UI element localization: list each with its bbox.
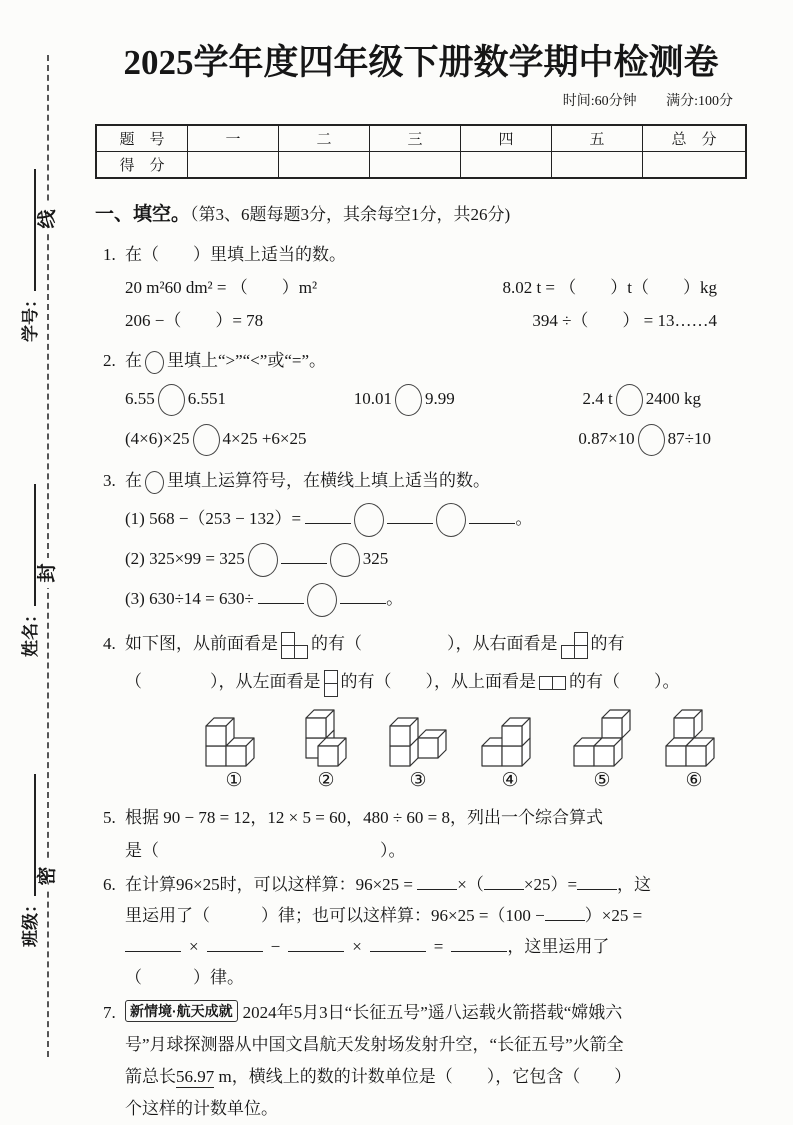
q2-stem-pre: 在 <box>125 351 142 370</box>
section-1-title: 一、填空。 <box>95 204 191 225</box>
q6-line-3 <box>125 931 747 962</box>
blank-line <box>469 508 515 524</box>
score-cell-1: 一 <box>188 125 279 152</box>
section-1-note: （第3、6题每题3分，其余每空1分，共26分) <box>190 205 511 224</box>
question-1 <box>95 238 747 337</box>
q6-l2-text-a: 里运用了（ ）律；也可以这样算：96×25 =（100 − <box>125 906 545 925</box>
q3-stem-pre: 在 <box>125 471 142 490</box>
q6-l2-text-b: ）×25 = <box>584 906 643 925</box>
operator-circle <box>330 543 360 577</box>
seal-char-mi: 密 <box>33 861 63 891</box>
shape-cell <box>281 645 295 659</box>
seal-char-feng: 封 <box>33 558 63 588</box>
q3-item-3-end: 。 <box>386 589 404 608</box>
score-empty-2 <box>279 152 370 179</box>
q6-l1-text-b: ×（ <box>457 875 484 894</box>
question-3-number: 3. <box>103 471 116 490</box>
shape-cell <box>574 645 588 659</box>
q2-row-2 <box>125 419 747 459</box>
shape-cell <box>552 676 566 690</box>
question-6 <box>95 869 747 993</box>
compare-circle <box>158 384 185 416</box>
cube-figure <box>571 707 633 793</box>
compare-circle <box>638 424 665 456</box>
q1-row-2 <box>125 304 747 337</box>
blank-line <box>387 508 433 524</box>
cube-figure-label: ③ <box>409 770 427 791</box>
student-name-label: 姓名： <box>21 606 41 657</box>
q1-item-subtract: 206 −（ ）= 78 <box>125 311 264 330</box>
score-empty-3 <box>370 152 461 179</box>
cube-drawing <box>203 707 265 769</box>
exam-meta <box>95 90 747 110</box>
q1-item-ton: 8.02 t = （ ）t（ ）kg <box>502 278 717 297</box>
q5-line-2: 是（ ）。 <box>125 841 406 860</box>
shape-empty-cell <box>561 632 575 646</box>
shape-cell <box>561 645 575 659</box>
student-number-label: 学号： <box>21 291 41 342</box>
student-name-field <box>18 457 42 657</box>
score-cell-3: 三 <box>370 125 461 152</box>
question-6-number: 6. <box>103 875 116 894</box>
section-1-heading <box>95 201 747 228</box>
question-2-number: 2. <box>103 351 116 370</box>
score-empty-1 <box>188 152 279 179</box>
exam-full-score: 满分:100分 <box>666 94 733 109</box>
q2-pair-3 <box>583 379 701 419</box>
q4-l1-text-a: 如下图，从前面看是 <box>125 634 278 653</box>
student-number-blank <box>18 169 36 291</box>
compare-circle <box>193 424 220 456</box>
operator-circle <box>248 543 278 577</box>
shape-empty-cell <box>294 632 308 646</box>
cube-drawing <box>479 707 541 769</box>
context-badge: 新情境·航天成就 <box>125 1000 238 1022</box>
q6-line-4: （ ）律。 <box>125 968 244 987</box>
q6-op-multiply: × <box>189 937 199 956</box>
shape-cell <box>574 632 588 646</box>
question-4 <box>95 625 747 793</box>
cube-figure-label: ⑤ <box>593 770 611 791</box>
q2-pair-5-left: 0.87×10 <box>578 429 635 448</box>
q2-pair-4 <box>125 419 307 459</box>
blank-line <box>484 874 524 890</box>
shape-cell <box>539 676 553 690</box>
cube-figure-label: ⑥ <box>685 770 703 791</box>
q3-stem <box>125 463 747 499</box>
q2-pair-3-left: 2.4 t <box>582 389 613 408</box>
blank-line <box>451 936 507 952</box>
blank-line <box>370 936 426 952</box>
score-empty-4 <box>461 152 552 179</box>
seal-char-xian: 线 <box>33 204 63 234</box>
cube-drawing <box>571 707 633 769</box>
compare-circle <box>395 384 422 416</box>
q6-l1-text-d: ，这 <box>617 875 652 894</box>
q1-item-divide: 394 ÷（ ） = 13……4 <box>532 311 717 330</box>
q3-item-1-end: 。 <box>515 509 533 528</box>
score-cell-tihao: 题 号 <box>96 125 188 152</box>
q3-item-2 <box>125 539 747 579</box>
cube-figure-label: ④ <box>501 770 519 791</box>
shape-cell <box>294 645 308 659</box>
cube-drawing <box>387 707 449 769</box>
q2-stem-post: 里填上“>”“<”或“=”。 <box>167 351 327 370</box>
q6-line-1 <box>125 869 747 900</box>
q2-pair-4-left: (4×6)×25 <box>125 429 190 448</box>
q4-l2-text-b: 的有（ ），从上面看是 <box>340 672 536 691</box>
q2-pair-2-right: 9.99 <box>425 389 455 408</box>
q6-l3-end: ，这里运用了 <box>507 937 610 956</box>
q7-line-3 <box>125 1061 747 1093</box>
q6-op-minus: − <box>270 937 281 956</box>
question-5-number: 5. <box>103 808 116 827</box>
q2-stem <box>125 343 747 379</box>
q2-pair-5 <box>578 419 711 459</box>
class-label: 班级： <box>21 896 41 947</box>
q4-line-2 <box>125 663 747 701</box>
q2-pair-1 <box>125 379 226 419</box>
cube-figure-label: ② <box>317 770 335 791</box>
cube-figures-row <box>125 707 747 793</box>
question-2 <box>95 343 747 459</box>
student-number-field <box>18 142 42 342</box>
q1-stem: 在（ ）里填上适当的数。 <box>125 245 346 264</box>
q2-pair-2-left: 10.01 <box>353 389 392 408</box>
q1-row-1 <box>125 271 747 304</box>
class-field <box>18 747 42 947</box>
q3-item-2-end: 325 <box>362 549 389 568</box>
q2-pair-1-right: 6.551 <box>187 389 226 408</box>
score-cell-total: 总 分 <box>643 125 747 152</box>
cube-drawing <box>663 707 725 769</box>
q4-l2-text-a: （ ），从左面看是 <box>125 672 321 691</box>
cube-figure <box>387 707 449 793</box>
q3-item-3-expr: (3) 630÷14 = 630÷ <box>125 589 254 608</box>
q2-pair-1-left: 6.55 <box>125 389 155 408</box>
q4-l2-text-c: 的有（ ）。 <box>569 672 680 691</box>
q2-row-1 <box>125 379 747 419</box>
q3-item-1-expr: (1) 568 −（253 − 132）= <box>125 509 302 528</box>
q7-line-1 <box>125 997 747 1029</box>
cube-figure <box>479 707 541 793</box>
q2-pair-5-right: 87÷10 <box>667 429 711 448</box>
q6-op-equals: = <box>433 937 444 956</box>
blank-line <box>545 905 585 921</box>
q6-line-2 <box>125 900 747 931</box>
score-table-header-row <box>96 125 746 152</box>
q2-pair-4-right: 4×25 +6×25 <box>222 429 307 448</box>
compare-circle <box>616 384 643 416</box>
cube-figure-label: ① <box>225 770 243 791</box>
cube-drawing <box>295 707 357 769</box>
q7-l1-text: 2024年5月3日“长征五号”遥八运载火箭搭载“嫦娥六 <box>242 1003 623 1022</box>
q7-l3-text-a: 箭总长 <box>125 1067 176 1086</box>
cube-figure <box>663 707 725 793</box>
question-1-number: 1. <box>103 245 116 264</box>
question-3 <box>95 463 747 619</box>
class-blank <box>18 774 36 896</box>
underlined-number: 56.97 <box>176 1067 215 1086</box>
q6-l1-text-c: ×25）= <box>523 875 578 894</box>
main-content <box>95 30 747 1125</box>
operator-circle <box>436 503 466 537</box>
question-5 <box>95 801 747 867</box>
score-table <box>95 124 747 179</box>
view-shape-left <box>324 670 338 697</box>
score-empty-total <box>643 152 747 179</box>
cube-figure <box>203 707 265 793</box>
blank-line <box>340 588 386 604</box>
view-shape-front <box>281 632 308 659</box>
shape-cell <box>281 632 295 646</box>
q7-line-2: 号”月球探测器从中国文昌航天发射场发射升空，“长征五号”火箭全 <box>125 1035 624 1054</box>
operator-circle <box>354 503 384 537</box>
score-cell-4: 四 <box>461 125 552 152</box>
view-shape-top <box>539 676 566 690</box>
blank-line <box>417 874 457 890</box>
q3-item-3 <box>125 579 747 619</box>
q3-item-2-expr: (2) 325×99 = 325 <box>125 549 245 568</box>
shape-cell <box>324 670 338 684</box>
blank-line <box>258 588 304 604</box>
q7-l3-text-b: m，横线上的数的计数单位是（ ），它包含（ ） <box>214 1067 632 1086</box>
cube-figure <box>295 707 357 793</box>
q3-stem-post: 里填上运算符号，在横线上填上适当的数。 <box>167 471 490 490</box>
view-shape-right <box>561 632 588 659</box>
blank-line <box>207 936 263 952</box>
blank-line <box>125 936 181 952</box>
question-7 <box>95 997 747 1125</box>
blank-line <box>577 874 617 890</box>
score-empty-5 <box>552 152 643 179</box>
q3-item-1 <box>125 499 747 539</box>
q2-pair-2 <box>354 379 455 419</box>
question-7-number: 7. <box>103 1003 116 1022</box>
q4-line-1 <box>125 625 747 663</box>
score-cell-2: 二 <box>279 125 370 152</box>
exam-time: 时间:60分钟 <box>562 94 637 109</box>
q6-op-multiply-2: × <box>352 937 362 956</box>
q2-pair-3-right: 2400 kg <box>645 389 701 408</box>
q4-l1-text-b: 的有（ ），从右面看是 <box>311 634 558 653</box>
operator-circle <box>307 583 337 617</box>
score-table-score-row <box>96 152 746 179</box>
student-name-blank <box>18 484 36 606</box>
blank-line <box>288 936 344 952</box>
q1-item-area: 20 m²60 dm² = （ ）m² <box>125 278 318 297</box>
q6-l1-text-a: 在计算96×25时，可以这样算：96×25 = <box>125 875 414 894</box>
shape-cell <box>324 683 338 697</box>
question-4-number: 4. <box>103 634 116 653</box>
q4-l1-text-c: 的有 <box>590 634 625 653</box>
q5-line-1: 根据 90 − 78 = 12，12 × 5 = 60，480 ÷ 60 = 8，列出一个综合算式 <box>125 808 604 827</box>
score-cell-defen: 得 分 <box>96 152 188 179</box>
operator-circle <box>145 471 164 494</box>
blank-line <box>281 548 327 564</box>
score-cell-5: 五 <box>552 125 643 152</box>
blank-line <box>305 508 351 524</box>
page-title: 2025学年度四年级下册数学期中检测卷 <box>123 43 719 82</box>
compare-circle <box>145 351 164 374</box>
q7-line-4: 个这样的计数单位。 <box>125 1099 278 1118</box>
